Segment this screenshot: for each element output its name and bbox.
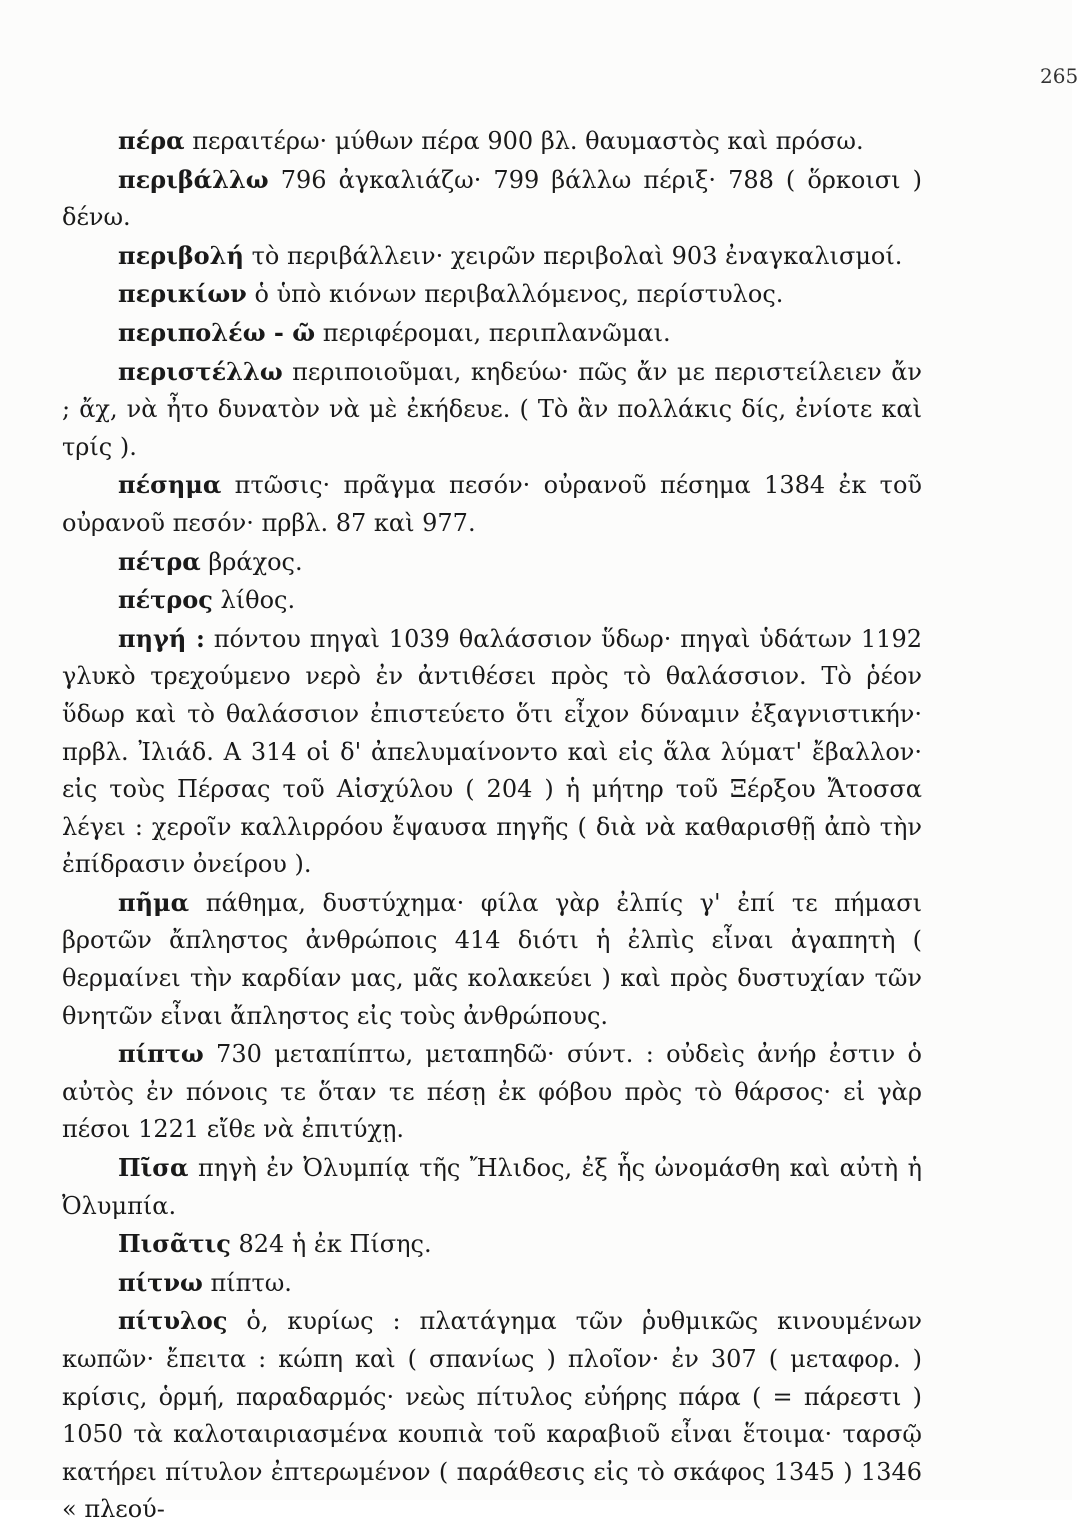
entry-body: τὸ περιβάλλειν· χειρῶν περιβολαὶ 903 ἐναγκαλισμοί. bbox=[251, 241, 903, 270]
entry-body: πάθημα, δυστύχημα· φίλα γὰρ ἐλπίς γ' ἐπί τε πήμασι βροτῶν ἄπληστος ἀνθρώποις 414 διότι ἡ ἐλπὶς εἶναι ἀγαπητὴ ( θερμαίνει τὴν καρδίαν μας, μᾶς κολακεύει ) καὶ πρὸς δυστυχίαν τῶν θνητῶν εἶναι ἄπληστος εἰς τοὺς ἀνθρώπους. bbox=[62, 888, 922, 1030]
entry-body: περαιτέρω· μύθων πέρα 900 βλ. θαυμαστὸς καὶ πρόσω. bbox=[192, 127, 864, 155]
entry-lemma: Πισᾶτις bbox=[118, 1229, 231, 1259]
entry-lemma: περιπολέω - ῶ bbox=[118, 317, 316, 347]
entry bbox=[62, 314, 922, 353]
entry-lemma: περικίων bbox=[118, 279, 247, 309]
entry bbox=[62, 161, 922, 237]
page-number: 265 bbox=[1040, 64, 1078, 88]
entry-body: πίπτω. bbox=[210, 1268, 292, 1297]
entry-lemma: πέτρος bbox=[118, 585, 213, 615]
entry-body: 796 ἀγκαλιάζω· 799 βάλλω πέριξ· 788 ( ὅρκοισι ) δένω. bbox=[62, 165, 922, 232]
entry-lemma: περιβολή bbox=[118, 240, 244, 270]
entry-lemma: πηγή : bbox=[118, 623, 205, 653]
entry bbox=[62, 237, 922, 276]
entry bbox=[62, 1302, 922, 1529]
entry-body: ὁ, κυρίως : πλατάγημα τῶν ῥυθμικῶς κινουμένων κωπῶν· ἔπειτα : κώπη καὶ ( σπανίως ) πλοῖον· ἐν 307 ( μεταφορ. ) κρίσις, ὁρμή, παραδαρμός· νεὼς πίτυλος εὐήρης πάρα ( = πάρεστι ) 1050 τὰ καλοταιριασμένα κουπιὰ τοῦ καραβιοῦ εἶναι ἕτοιμα· ταρσῷ κατήρει πίτυλον ἐπτερωμένον ( παράθεσις εἰς τὸ σκάφος 1345 ) 1346 « πλεού- bbox=[62, 1307, 922, 1524]
entry-lemma: πῆμα bbox=[118, 887, 190, 917]
entry-body: πηγὴ ἐν Ὀλυμπίᾳ τῆς Ἤλιδος, ἐξ ἧς ὠνομάσθη καὶ αὐτὴ ἡ Ὀλυμπία. bbox=[62, 1154, 922, 1220]
glossary-text bbox=[62, 122, 922, 1529]
entry bbox=[62, 1149, 922, 1225]
entry-body: 824 ἡ ἐκ Πίσης. bbox=[238, 1230, 432, 1259]
entry-body: πτῶσις· πρᾶγμα πεσόν· οὐρανοῦ πέσημα 1384 ἐκ τοῦ οὐρανοῦ πεσόν· πρβλ. 87 καὶ 977. bbox=[62, 471, 922, 537]
entry-lemma: Πῖσα bbox=[118, 1153, 189, 1183]
entry bbox=[62, 353, 922, 467]
entry bbox=[62, 543, 922, 582]
entry-lemma: πίπτω bbox=[118, 1039, 204, 1069]
entry-body: βράχος. bbox=[208, 547, 303, 576]
entry bbox=[62, 1035, 922, 1149]
entry-body: ὁ ὑπὸ κιόνων περιβαλλόμενος, περίστυλος. bbox=[254, 280, 784, 309]
entry-body: περιφέρομαι, περιπλανῶμαι. bbox=[322, 318, 671, 347]
entry bbox=[62, 620, 922, 884]
entry bbox=[62, 466, 922, 542]
entry bbox=[62, 1225, 922, 1264]
entry-lemma: πίτνω bbox=[118, 1267, 203, 1297]
entry-body: 730 μεταπίπτω, μεταπηδῶ· σύντ. : οὐδεὶς ἀνήρ ἐστιν ὁ αὐτὸς ἐν πόνοις τε ὅταν τε πέσῃ ἐκ φόβου πρὸς τὸ θάρσος· εἰ γὰρ πέσοι 1221 εἴθε νὰ ἐπιτύχῃ. bbox=[62, 1040, 922, 1144]
entry bbox=[62, 1264, 922, 1303]
entry-lemma: πέσημα bbox=[118, 470, 222, 500]
entry-lemma: πέτρα bbox=[118, 546, 201, 576]
entry bbox=[62, 122, 922, 161]
entry bbox=[62, 275, 922, 314]
entry bbox=[62, 884, 922, 1035]
entry-body: λίθος. bbox=[220, 586, 296, 615]
entry-lemma: περιστέλλω bbox=[118, 356, 283, 386]
entry-lemma: περιβάλλω bbox=[118, 164, 269, 194]
entry-body: πόντου πηγαὶ 1039 θαλάσσιον ὕδωρ· πηγαὶ ὑδάτων 1192 γλυκὸ τρεχούμενο νερὸ ἐν ἀντιθέσει πρὸς τὸ θαλάσσιον. Τὸ ῥέον ὕδωρ καὶ τὸ θαλάσσιον ἐπιστεύετο ὅτι εἶχον δύναμιν ἐξαγνιστικήν· πρβλ. Ἰλιάδ. Α 314 οἱ δ' ἀπελυμαίνοντο καὶ εἰς ἅλα λύματ' ἔβαλλον· εἰς τοὺς Πέρσας τοῦ Αἰσχύλου ( 204 ) ἡ μήτηρ τοῦ Ξέρξου Ἄτοσσα λέγει : χεροῖν καλλιρρόου ἔψαυσα πηγῆς ( διὰ νὰ καθαρισθῇ ἀπὸ τὴν ἐπίδρασιν ὀνείρου ). bbox=[62, 624, 922, 879]
entry bbox=[62, 581, 922, 620]
entry-lemma: πέρα bbox=[118, 126, 185, 155]
entry-lemma: πίτυλος bbox=[118, 1306, 228, 1336]
entry-body: περιποιοῦμαι, κηδεύω· πῶς ἄν με περιστείλειεν ἄν ; ἄχ, νὰ ἦτο δυνατὸν νὰ μὲ ἐκήδευε. ( Τὸ ἂν πολλάκις δίς, ἐνίοτε καὶ τρίς ). bbox=[62, 357, 922, 461]
